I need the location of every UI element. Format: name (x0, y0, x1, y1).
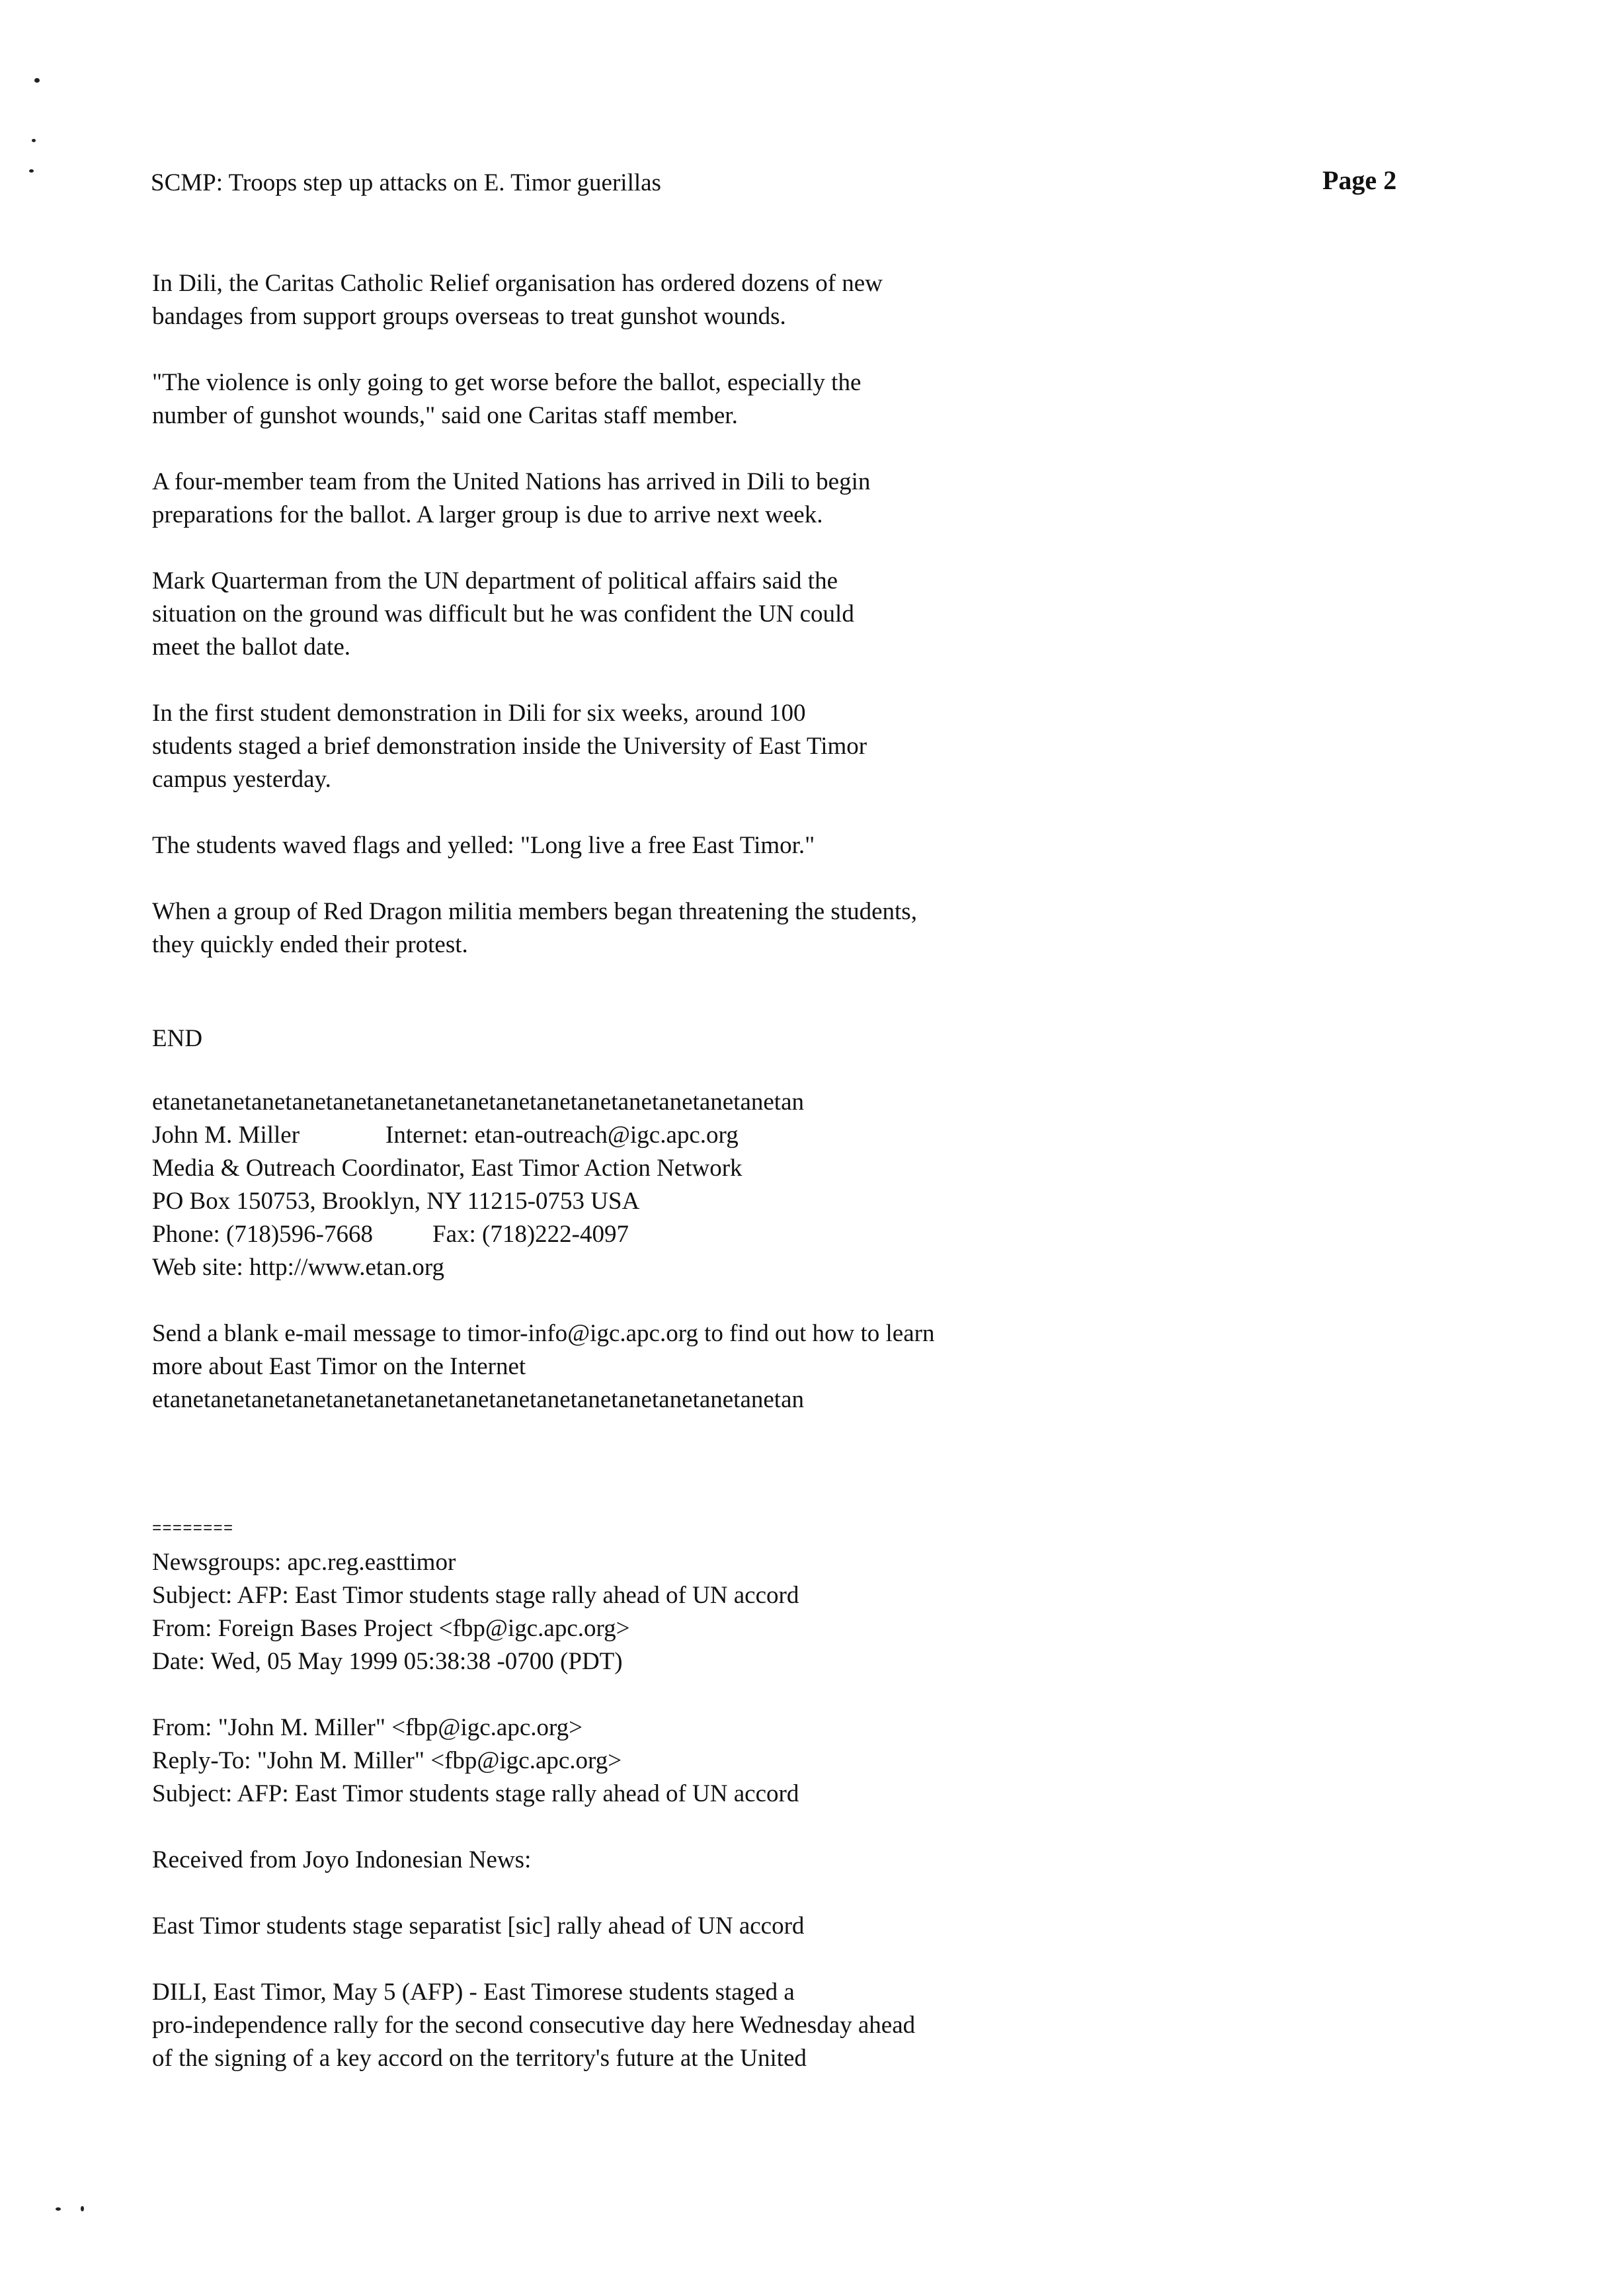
signature-info: Send a blank e-mail message to timor-info@igc.apc.org to find out how to learn (152, 1320, 935, 1347)
header-subject: Subject: AFP: East Timor students stage rally ahead of UN accord (152, 1780, 799, 1807)
paragraph-line: number of gunshot wounds," said one Caritas staff member. (152, 402, 738, 429)
message-received: Received from Joyo Indonesian News: (152, 1846, 532, 1873)
signature-info: more about East Timor on the Internet (152, 1353, 526, 1380)
header-newsgroups: Newsgroups: apc.reg.easttimor (152, 1549, 456, 1576)
paragraph-line: A four-member team from the United Nations has arrived in Dili to begin (152, 468, 871, 495)
signature-block (152, 1086, 1078, 1416)
paragraph-line: campus yesterday. (152, 766, 331, 793)
paragraph-line: In the first student demonstration in Dili for six weeks, around 100 (152, 700, 806, 727)
paragraph (152, 895, 1078, 962)
signature-fax: Fax: (718)222-4097 (432, 1221, 629, 1248)
header-from: From: "John M. Miller" <fbp@igc.apc.org> (152, 1714, 583, 1741)
signature-address: PO Box 150753, Brooklyn, NY 11215-0753 USA (152, 1188, 640, 1215)
paragraph (152, 366, 1078, 432)
paragraph-line: Mark Quarterman from the UN department of political affairs said the (152, 567, 838, 594)
paragraph-line: bandages from support groups overseas to treat gunshot wounds. (152, 303, 786, 330)
scan-speck (32, 139, 36, 142)
paragraph (152, 829, 1078, 862)
paragraph-line: The students waved flags and yelled: "Long live a free East Timor." (152, 832, 815, 859)
paragraph-line: "The violence is only going to get worse before the ballot, especially the (152, 369, 862, 396)
signature-name: John M. Miller (152, 1122, 300, 1149)
signature-divider: etanetanetanetanetanetanetanetanetanetanetanetanetanetanetanetan (152, 1386, 804, 1413)
paragraph-line: they quickly ended their protest. (152, 931, 468, 958)
paragraph-line: students staged a brief demonstration inside the University of East Timor (152, 733, 867, 760)
scan-speck (29, 169, 34, 173)
scan-speck (81, 2206, 84, 2211)
end-marker (152, 1022, 1078, 1055)
signature-divider: etanetanetanetanetanetanetanetanetanetanetanetanetanetanetanetan (152, 1088, 804, 1116)
header-from: From: Foreign Bases Project <fbp@igc.apc.org> (152, 1615, 630, 1642)
paragraph (152, 267, 1078, 333)
paragraph-line: In Dili, the Caritas Catholic Relief organisation has ordered dozens of new (152, 270, 883, 297)
paragraph-line: meet the ballot date. (152, 634, 350, 661)
header-subject: Subject: AFP: East Timor students stage rally ahead of UN accord (152, 1582, 799, 1609)
paragraph-line: preparations for the ballot. A larger group is due to arrive next week. (152, 501, 823, 528)
message-body-line: of the signing of a key accord on the territory's future at the United (152, 2045, 807, 2072)
message-headers (152, 1546, 1078, 2075)
header-reply-to: Reply-To: "John M. Miller" <fbp@igc.apc.org> (152, 1747, 622, 1774)
paragraph-line: situation on the ground was difficult but he was confident the UN could (152, 600, 854, 628)
header-title: SCMP: Troops step up attacks on E. Timor guerillas (151, 169, 661, 196)
message-headline: East Timor students stage separatist [sic] rally ahead of UN accord (152, 1912, 805, 1940)
header-date: Date: Wed, 05 May 1999 05:38:38 -0700 (PDT) (152, 1648, 623, 1675)
page-number: Page 2 (1322, 165, 1397, 195)
scan-speck (56, 2207, 61, 2211)
message-separator: ======== (152, 1520, 234, 1538)
scan-speck (34, 78, 40, 83)
paragraph (152, 466, 1078, 532)
signature-name-line (152, 1119, 1078, 1152)
end-label: END (152, 1025, 203, 1052)
message-separator-block (152, 1520, 1078, 1539)
signature-phone: Phone: (718)596-7668 (152, 1221, 373, 1248)
paragraph (152, 565, 1078, 664)
signature-website: Web site: http://www.etan.org (152, 1254, 444, 1281)
message-body-line: DILI, East Timor, May 5 (AFP) - East Timorese students staged a (152, 1979, 795, 2006)
signature-internet: Internet: etan-outreach@igc.apc.org (385, 1122, 739, 1149)
signature-role: Media & Outreach Coordinator, East Timor Action Network (152, 1155, 743, 1182)
message-body-line: pro-independence rally for the second consecutive day here Wednesday ahead (152, 2012, 916, 2039)
article-body (152, 267, 1078, 962)
signature-phone-line (152, 1218, 1078, 1251)
paragraph (152, 697, 1078, 796)
paragraph-line: When a group of Red Dragon militia members began threatening the students, (152, 898, 917, 925)
